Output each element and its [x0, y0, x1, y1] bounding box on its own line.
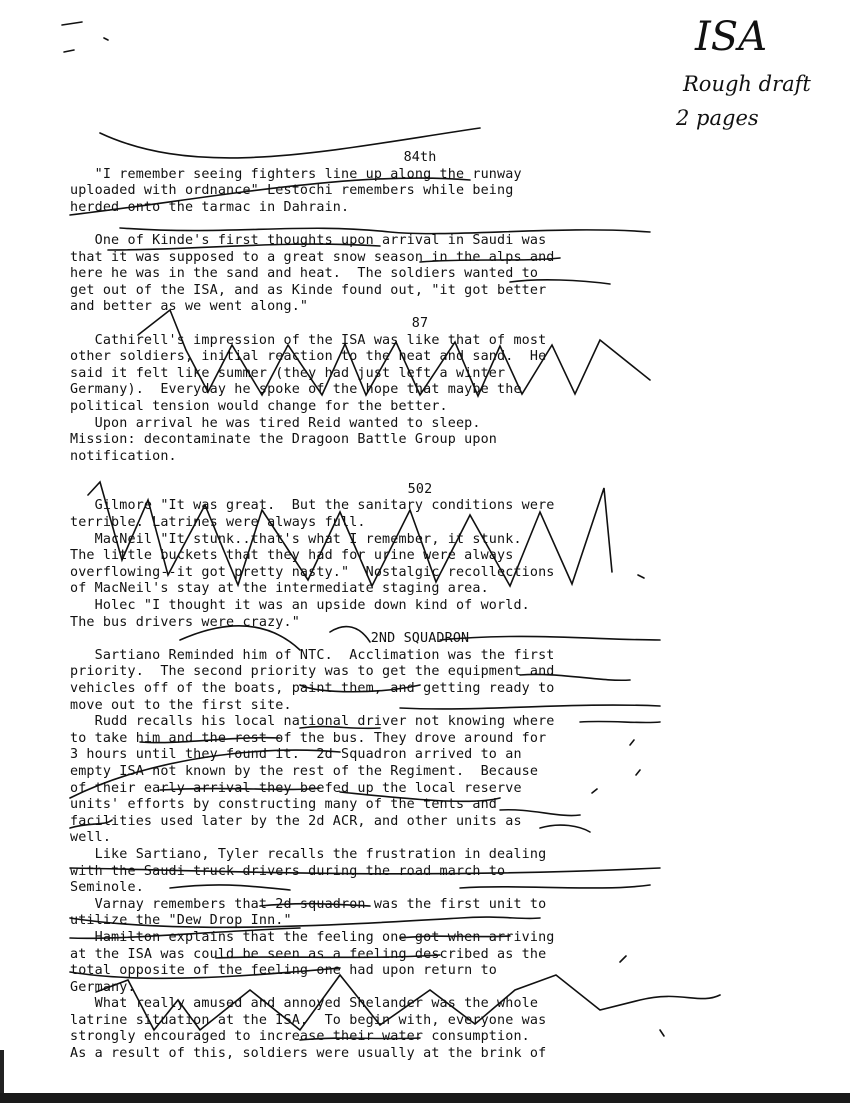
text-line: empty ISA not known by the rest of the Regiment. Because	[70, 763, 539, 779]
text-line: Cathirell's impression of the ISA was like that of most	[70, 332, 547, 348]
text-line: What really amused and annoyed Shelander was the whole	[70, 996, 539, 1012]
section-heading: 2ND SQUADRON	[370, 631, 470, 647]
text-line: Hamilton explains that the feeling one got when arriving	[70, 929, 555, 945]
text-line: herded onto the tarmac in Dahrain.	[70, 199, 350, 215]
text-line: strongly encouraged to increase their water consumption.	[70, 1029, 530, 1045]
text-line: Gilmore "It was great. But the sanitary conditions were	[70, 498, 555, 514]
text-line: latrine situation at the ISA. To begin with, everyone was	[70, 1012, 547, 1028]
section-heading: 502	[407, 481, 433, 497]
text-line: "I remember seeing fighters line up along the runway	[70, 166, 522, 182]
text-line: well.	[70, 830, 112, 846]
text-line: Rudd recalls his local national driver not knowing where	[70, 714, 555, 730]
text-line: vehicles off of the boats, paint them, and getting ready to	[70, 681, 555, 696]
text-line: units' efforts by constructing many of the tents and	[70, 797, 498, 813]
text-line: 3 hours until they found it. 2d Squadron arrived to an	[70, 747, 522, 763]
text-line: MacNeil "It stunk..that's what I remember, it stunk.	[70, 531, 522, 547]
text-line: overflowing--it got pretty nasty." Nostalgic recollections	[70, 564, 555, 580]
handwritten-note-rough-draft: Rough draft	[683, 72, 811, 96]
blank-line	[70, 216, 770, 233]
text-line: Varnay remembers that 2d squadron was the first unit to	[70, 896, 547, 912]
text-line: terrible. Latrines were always full.	[70, 515, 366, 531]
text-line: Sartiano Reminded him of NTC. Acclimation was the first	[70, 647, 555, 663]
text-line: of their early arrival they beefed up the local reserve	[70, 780, 522, 796]
handwritten-note-pages: 2 pages	[676, 106, 759, 130]
text-line: and better as we went along."	[70, 299, 309, 315]
text-line: with the Saudi truck drivers during the road march to	[70, 863, 506, 879]
text-line: Like Sartiano, Tyler recalls the frustration in dealing	[70, 846, 547, 862]
text-line: to take him and the rest of the bus. They drove around for	[70, 730, 547, 746]
text-line: said it felt like summer (they had just left a winter	[70, 365, 506, 381]
text-line: As a result of this, soldiers were usually at the brink of	[70, 1046, 547, 1062]
text-line: Upon arrival he was tired Reid wanted to sleep.	[70, 415, 481, 431]
text-line: priority. The second priority was to get the equipment and	[70, 664, 555, 680]
text-line: at the ISA was could be seen as a feeling described as the	[70, 946, 547, 962]
text-line: total opposite of the feeling one had upon return to	[70, 963, 498, 979]
scan-edge-mark	[0, 1050, 4, 1095]
text-line: utilize the "Dew Drop Inn."	[70, 913, 292, 929]
blank-line	[70, 465, 770, 482]
text-line: facilities used later by the 2d ACR, and other units as	[70, 813, 522, 829]
text-line: Mission: decontaminate the Dragoon Battle Group upon	[70, 432, 498, 448]
text-line: Germany.	[70, 979, 136, 995]
text-line: Holec "I thought it was an upside down kind of world.	[70, 598, 530, 614]
section-heading: 87	[411, 315, 429, 331]
text-line: that it was supposed to a great snow season in the alps and	[70, 249, 555, 265]
text-line: of MacNeil's stay at the intermediate staging area.	[70, 581, 489, 597]
text-line: political tension would change for the better.	[70, 398, 448, 414]
text-line: Germany). Everyday he spoke of the hope that maybe the	[70, 382, 522, 398]
typed-draft-text	[70, 150, 770, 1063]
text-line: Seminole.	[70, 880, 144, 896]
text-line: get out of the ISA, and as Kinde found out, "it got better	[70, 282, 547, 298]
text-line: move out to the first site.	[70, 697, 292, 713]
text-line: The little buckets that they had for urine were always	[70, 548, 514, 564]
text-line: One of Kinde's first thoughts upon arrival in Saudi was	[70, 232, 547, 248]
text-line: The bus drivers were crazy."	[70, 614, 300, 630]
text-line: notification.	[70, 448, 177, 464]
text-line: here he was in the sand and heat. The soldiers wanted to	[70, 266, 539, 282]
text-line: other soldiers, initial reaction to the heat and sand. He	[70, 349, 547, 365]
handwritten-title: ISA	[695, 14, 768, 60]
text-line: uploaded with ordnance" Lestochi remembers while being	[70, 183, 514, 199]
section-heading: 84th	[403, 150, 437, 165]
scan-bottom-edge	[0, 1093, 850, 1103]
